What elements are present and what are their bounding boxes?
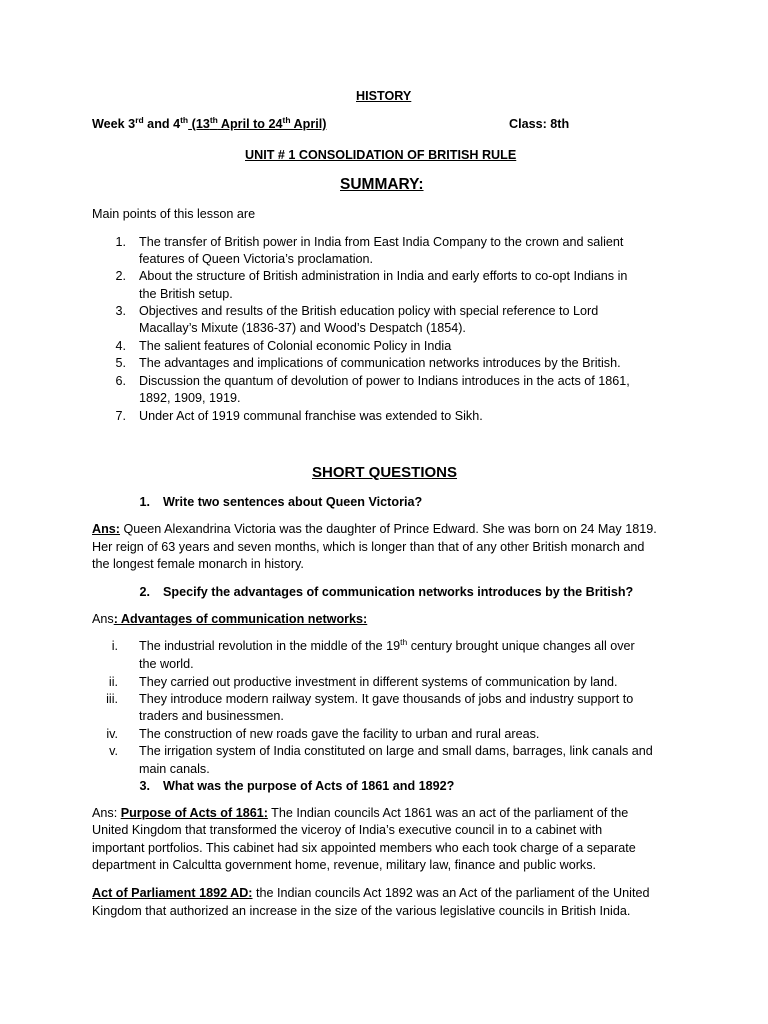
question-text: Specify the advantages of communication networks introduces by the British?	[163, 585, 634, 599]
list-number: v.	[109, 744, 118, 758]
unit-title: UNIT # 1 CONSOLIDATION OF BRITISH RULE	[245, 148, 517, 162]
question-number: 2.	[139, 585, 150, 599]
answer-line: United Kingdom that transformed the viceroy of India’s executive council in to a cabinet with	[92, 823, 603, 837]
list-number: 1.	[115, 235, 126, 249]
list-item: Under Act of 1919 communal franchise was extended to Sikh.	[139, 409, 483, 423]
list-item: 1892, 1909, 1919.	[139, 391, 241, 405]
answer-line: important portfolios. This cabinet had six appointed members who each took charge of a separate	[92, 841, 636, 855]
answer-line: department in Calcultta government home, revenue, military law, finance and public works.	[92, 858, 597, 872]
list-item: Objectives and results of the British education policy with special reference to Lord	[139, 304, 599, 318]
list-number: i.	[111, 639, 118, 653]
summary-intro: Main points of this lesson are	[92, 207, 256, 221]
list-item: The industrial revolution in the middle of the 19th century brought unique changes all over	[139, 637, 635, 653]
list-item: traders and businessmen.	[139, 709, 284, 723]
summary-heading: SUMMARY:	[340, 176, 424, 193]
list-item: the British setup.	[139, 287, 233, 301]
answer-line: Act of Parliament 1892 AD: the Indian councils Act 1892 was an Act of the parliament of the United	[92, 886, 650, 900]
page-title: HISTORY	[356, 89, 412, 103]
list-number: 3.	[115, 304, 126, 318]
short-questions-heading: SHORT QUESTIONS	[312, 464, 458, 481]
list-number: ii.	[108, 675, 118, 689]
question-text: Write two sentences about Queen Victoria?	[163, 495, 423, 509]
list-item: The advantages and implications of communication networks introduces by the British.	[139, 356, 621, 370]
list-item: The transfer of British power in India from East India Company to the crown and salient	[139, 235, 624, 249]
list-item: They introduce modern railway system. It gave thousands of jobs and industry support to	[139, 692, 634, 706]
answer-line: Her reign of 63 years and seven months, which is longer than that of any other British monarch and	[92, 540, 645, 554]
week-range: Week 3rd and 4th (13th April to 24th April)	[92, 115, 327, 131]
list-item: The irrigation system of India constituted on large and small dams, barrages, link canals and	[139, 744, 653, 758]
list-item: main canals.	[139, 762, 210, 776]
class-label: Class: 8th	[509, 117, 570, 131]
list-item: Discussion the quantum of devolution of power to Indians introduces in the acts of 1861,	[139, 374, 630, 388]
question-text: What was the purpose of Acts of 1861 and 1892?	[163, 779, 455, 793]
list-number: iv.	[106, 727, 118, 741]
list-item: the world.	[139, 657, 194, 671]
answer-line: the longest female monarch in history.	[92, 557, 304, 571]
list-number: 6.	[115, 374, 126, 388]
list-number: 2.	[115, 269, 126, 283]
list-item: Macallay’s Mixute (1836-37) and Wood’s Despatch (1854).	[139, 321, 466, 335]
list-number: 7.	[115, 409, 126, 423]
question-number: 1.	[139, 495, 150, 509]
answer-line: Ans: Purpose of Acts of 1861: The Indian councils Act 1861 was an act of the parliament of the	[92, 806, 629, 820]
answer-line: Kingdom that authorized an increase in the size of the various legislative councils in British Inida.	[92, 904, 631, 918]
question-number: 3.	[139, 779, 150, 793]
list-item: features of Queen Victoria’s proclamation.	[139, 252, 374, 266]
list-item: They carried out productive investment in different systems of communication by land.	[139, 675, 618, 689]
list-number: 5.	[115, 356, 126, 370]
list-item: The construction of new roads gave the facility to urban and rural areas.	[139, 727, 540, 741]
answer-heading: Ans: Advantages of communication networks:	[92, 612, 368, 626]
answer-line: Ans: Queen Alexandrina Victoria was the daughter of Prince Edward. She was born on 24 May 1819.	[92, 522, 657, 536]
list-item: The salient features of Colonial economic Policy in India	[139, 339, 452, 353]
list-number: iii.	[106, 692, 118, 706]
list-number: 4.	[115, 339, 126, 353]
list-item: About the structure of British administration in India and early efforts to co-opt Indians in	[139, 269, 628, 283]
